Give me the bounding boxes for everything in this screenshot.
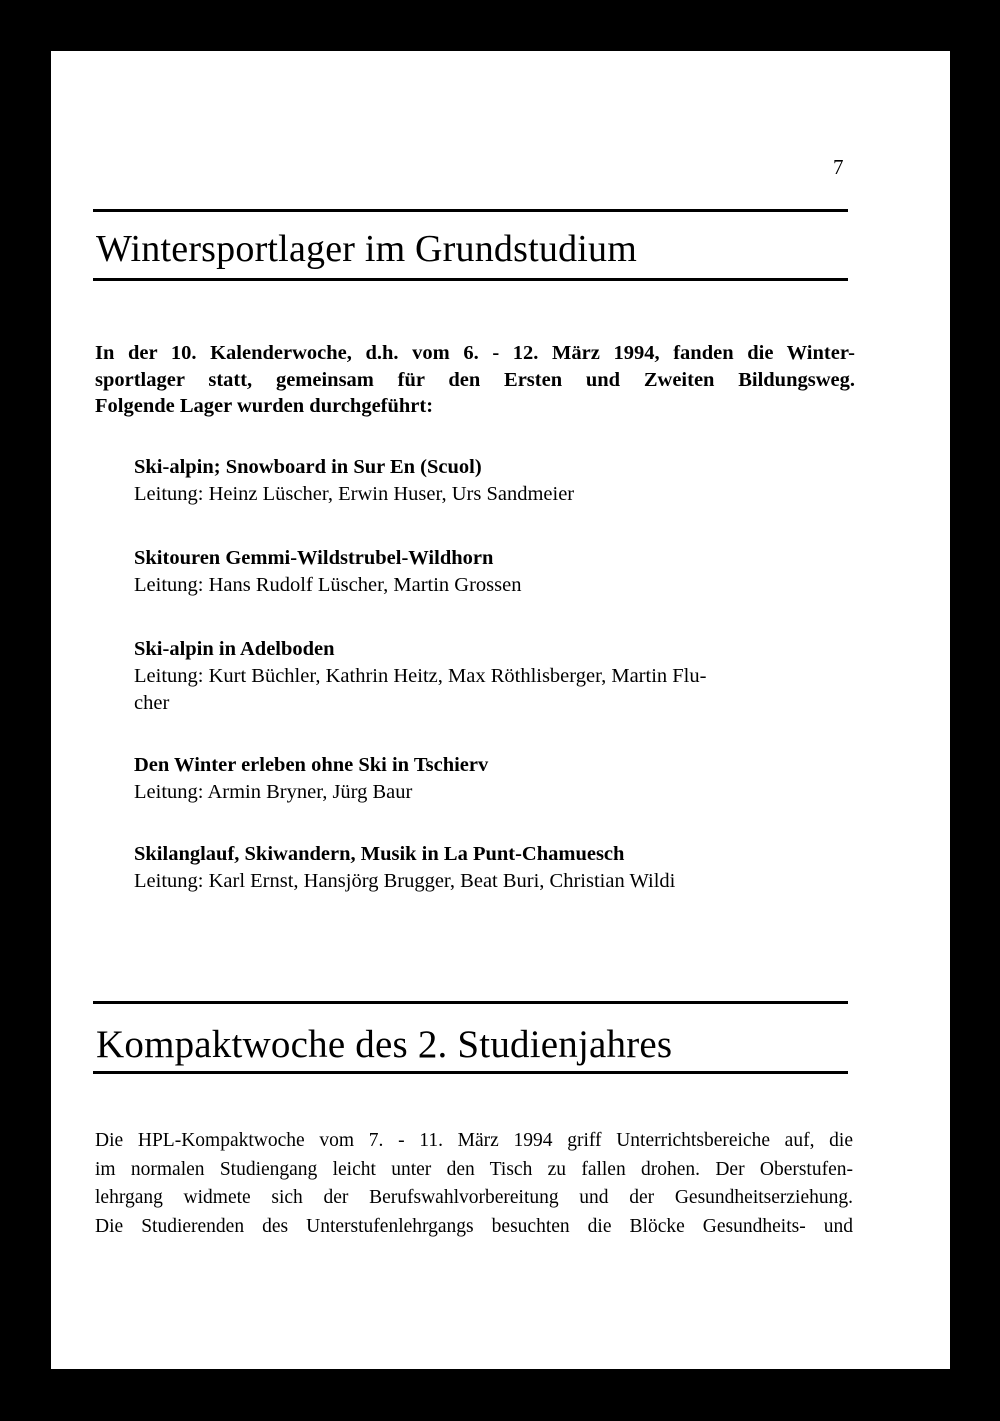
- camp-leaders: cher: [134, 692, 170, 714]
- camp-entry: [134, 752, 834, 806]
- camp-entry: [134, 454, 834, 508]
- section2-bottom-rule: [93, 1071, 848, 1074]
- section1-bottom-rule: [93, 278, 848, 281]
- camp-entry: [134, 636, 834, 717]
- body-line: im normalen Studiengang leicht unter den Tisch zu fallen drohen. Der Oberstufen-: [95, 1158, 853, 1180]
- intro-line: sportlager statt, gemeinsam für den Ersten und Zweiten Bildungsweg.: [95, 368, 855, 391]
- camp-title: Ski-alpin; Snowboard in Sur En (Scuol): [134, 456, 482, 478]
- page-number: 7: [833, 155, 844, 179]
- camp-entry: [134, 545, 834, 599]
- intro-line: In der 10. Kalenderwoche, d.h. vom 6. - 12. März 1994, fanden die Winter-: [95, 342, 855, 364]
- camp-title: Skitouren Gemmi-Wildstrubel-Wildhorn: [134, 547, 494, 569]
- camp-leaders: Leitung: Hans Rudolf Lüscher, Martin Grossen: [134, 574, 522, 596]
- camp-leaders: Leitung: Heinz Lüscher, Erwin Huser, Urs Sandmeier: [134, 483, 575, 505]
- camp-entry: [134, 841, 834, 895]
- camp-leaders: Leitung: Kurt Büchler, Kathrin Heitz, Max Röthlisberger, Martin Flu-: [134, 665, 707, 687]
- camp-leaders: Leitung: Armin Bryner, Jürg Baur: [134, 781, 413, 803]
- body-line: lehrgang widmete sich der Berufswahlvorbereitung und der Gesundheitserziehung.: [95, 1187, 853, 1208]
- intro-line: Folgende Lager wurden durchgeführt:: [95, 395, 434, 417]
- section1-title: Wintersportlager im Grundstudium: [96, 228, 637, 270]
- camp-title: Skilanglauf, Skiwandern, Musik in La Punt-Chamuesch: [134, 843, 625, 865]
- body-line: Die Studierenden des Unterstufenlehrgangs besuchten die Blöcke Gesundheits- und: [95, 1215, 853, 1237]
- section1-top-rule: [93, 209, 848, 212]
- section2-title: Kompaktwoche des 2. Studienjahres: [96, 1023, 673, 1066]
- camp-title: Ski-alpin in Adelboden: [134, 638, 335, 660]
- camp-title: Den Winter erleben ohne Ski in Tschierv: [134, 754, 489, 776]
- document-page: [51, 51, 950, 1369]
- section2-top-rule: [93, 1001, 848, 1004]
- section1-intro: [95, 340, 855, 420]
- body-line: Die HPL-Kompaktwoche vom 7. - 11. März 1994 griff Unterrichtsbereiche auf, die: [95, 1130, 853, 1151]
- camp-leaders: Leitung: Karl Ernst, Hansjörg Brugger, Beat Buri, Christian Wildi: [134, 870, 676, 892]
- section2-body: [95, 1127, 853, 1241]
